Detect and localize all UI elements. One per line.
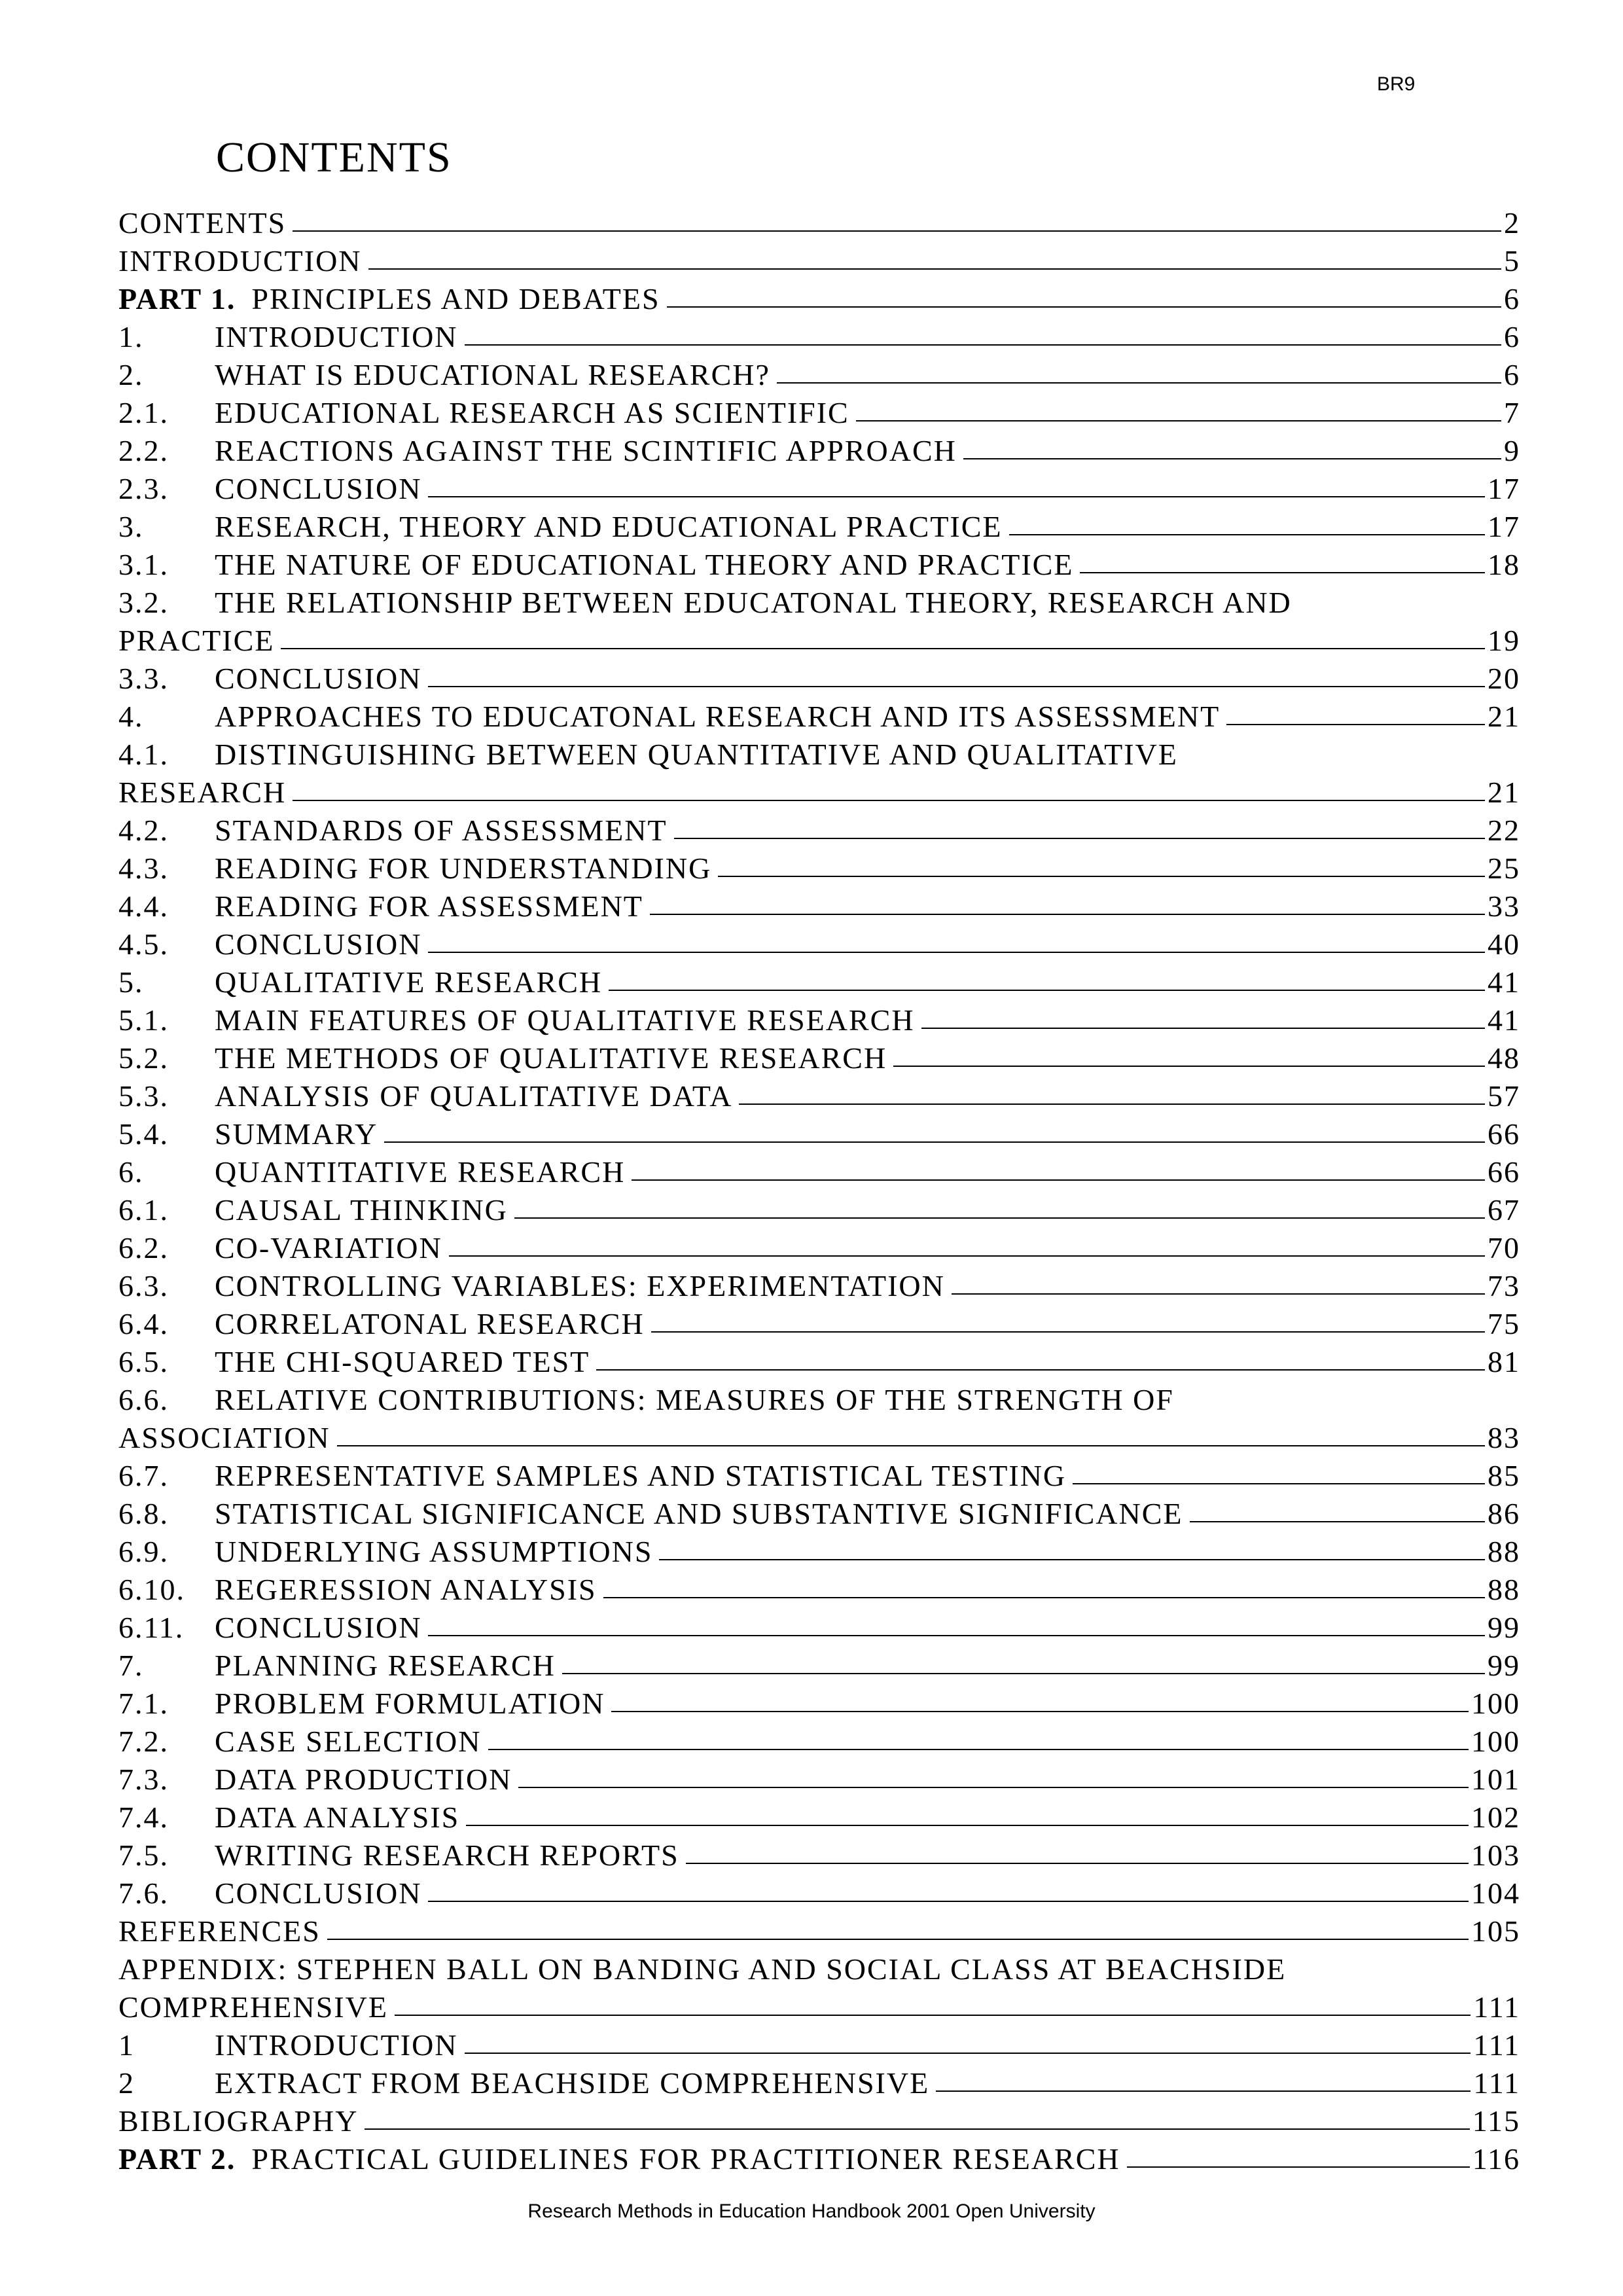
toc-leader-line (449, 1255, 1485, 1257)
toc-entry-title: EDUCATIONAL RESEARCH AS SCIENTIFIC (215, 396, 849, 429)
toc-entry-number: 6. (118, 1155, 144, 1189)
toc-entry-title: BIBLIOGRAPHY (118, 2104, 359, 2138)
toc-entry[interactable] (118, 925, 1520, 963)
toc-page-number: 33 (1488, 889, 1520, 923)
toc-entry-number: 5.2. (118, 1041, 169, 1075)
toc-page-number: 19 (1488, 624, 1520, 657)
toc-page-number: 86 (1488, 1497, 1520, 1530)
toc-entry-title: CASE SELECTION (215, 1725, 482, 1758)
toc-leader-line (611, 1711, 1469, 1712)
toc-entry-number: 7.5. (118, 1839, 169, 1872)
toc-entry-title: THE NATURE OF EDUCATIONAL THEORY AND PRACTICE (215, 548, 1074, 581)
toc-leader-line (686, 1863, 1469, 1864)
toc-page-number: 22 (1488, 814, 1520, 847)
toc-page-number: 111 (1473, 2028, 1520, 2062)
toc-leader-line (651, 1331, 1485, 1333)
toc-entry[interactable] (118, 1950, 1520, 1988)
toc-page-number: 9 (1504, 434, 1520, 467)
toc-entry-number: 6.3. (118, 1269, 169, 1302)
toc-entry[interactable] (118, 622, 1520, 660)
toc-entry[interactable] (118, 1267, 1520, 1305)
toc-entry-title: DATA PRODUCTION (215, 1763, 512, 1796)
toc-leader-line (365, 2128, 1469, 2130)
toc-entry-number: 6.5. (118, 1345, 169, 1378)
toc-entry-title: MAIN FEATURES OF QUALITATIVE RESEARCH (215, 1003, 915, 1037)
toc-entry-title: COMPREHENSIVE (118, 1990, 388, 2024)
toc-entry-title: CONCLUSION (215, 472, 422, 505)
toc-entry[interactable] (118, 1647, 1520, 1685)
toc-entry-title: CONCLUSION (215, 1611, 422, 1644)
toc-entry[interactable] (118, 1229, 1520, 1267)
toc-page-number: 115 (1472, 2104, 1520, 2138)
toc-page-number: 116 (1472, 2142, 1520, 2176)
toc-leader-line (514, 1217, 1485, 1219)
toc-leader-line (739, 1103, 1485, 1105)
toc-entry-title: ANALYSIS OF QUALITATIVE DATA (215, 1079, 733, 1113)
toc-leader-line (327, 1939, 1469, 1940)
toc-entry[interactable] (118, 394, 1520, 432)
toc-page-number: 40 (1488, 927, 1520, 961)
toc-entry-title: CORRELATONAL RESEARCH (215, 1307, 645, 1340)
toc-entry-title: CONCLUSION (215, 927, 422, 961)
toc-entry-title: CAUSAL THINKING (215, 1193, 508, 1227)
toc-entry-title: SUMMARY (215, 1117, 378, 1151)
toc-page-number: 41 (1488, 965, 1520, 999)
toc-entry-number: 2.1. (118, 396, 169, 429)
toc-entry-title: QUALITATIVE RESEARCH (215, 965, 603, 999)
toc-entry-title: STANDARDS OF ASSESSMENT (215, 814, 668, 847)
toc-entry-title: READING FOR ASSESSMENT (215, 889, 643, 923)
toc-page-number: 21 (1488, 700, 1520, 733)
toc-entry[interactable] (118, 1609, 1520, 1647)
toc-leader-line (952, 1293, 1485, 1295)
toc-entry[interactable] (118, 432, 1520, 470)
toc-entry[interactable] (118, 660, 1520, 698)
toc-entry[interactable] (118, 280, 1520, 318)
toc-entry[interactable] (118, 963, 1520, 1001)
toc-entry-title: INTRODUCTION (215, 320, 458, 353)
toc-leader-line (921, 1028, 1485, 1029)
toc-entry-number: 4.4. (118, 889, 169, 923)
toc-page-number: 75 (1488, 1307, 1520, 1340)
toc-leader-line (368, 268, 1501, 270)
toc-leader-line (428, 952, 1485, 953)
toc-entry[interactable] (118, 698, 1520, 736)
toc-leader-line (632, 1179, 1485, 1181)
toc-entry[interactable] (118, 1912, 1520, 1950)
toc-entry-title: EXTRACT FROM BEACHSIDE COMPREHENSIVE (215, 2066, 930, 2100)
toc-page-number: 81 (1488, 1345, 1520, 1378)
toc-entry-title: REGERESSION ANALYSIS (215, 1573, 597, 1606)
toc-entry-title: DISTINGUISHING BETWEEN QUANTITATIVE AND QUALITATIVE (215, 738, 1178, 771)
toc-entry-number: 7.3. (118, 1763, 169, 1796)
toc-entry-title: READING FOR UNDERSTANDING (215, 852, 712, 885)
toc-page-number: 18 (1488, 548, 1520, 581)
toc-page-number: 85 (1488, 1459, 1520, 1492)
toc-page-number: 67 (1488, 1193, 1520, 1227)
toc-entry[interactable] (118, 1343, 1520, 1381)
toc-entry[interactable] (118, 318, 1520, 356)
toc-entry-number: 3.1. (118, 548, 169, 581)
toc-entry-title: CONTENTS (118, 206, 287, 240)
toc-entry-title: THE CHI-SQUARED TEST (215, 1345, 590, 1378)
toc-entry-title: ASSOCIATION (118, 1421, 330, 1454)
toc-leader-line (1073, 1483, 1485, 1484)
toc-leader-line (281, 648, 1485, 649)
toc-entry[interactable] (118, 2064, 1520, 2102)
toc-entry-number: 5.4. (118, 1117, 169, 1151)
toc-entry-number: 6.4. (118, 1307, 169, 1340)
toc-entry-number: 1. (118, 320, 144, 353)
toc-page-number: 100 (1471, 1687, 1520, 1720)
toc-leader-line (395, 2015, 1471, 2016)
toc-page-number: 111 (1473, 2066, 1520, 2100)
toc-entry-number: 5.3. (118, 1079, 169, 1113)
toc-page-number: 88 (1488, 1535, 1520, 1568)
toc-entry-number: 2.3. (118, 472, 169, 505)
toc-page-number: 100 (1471, 1725, 1520, 1758)
toc-page-number: 83 (1488, 1421, 1520, 1454)
toc-entry-title: STATISTICAL SIGNIFICANCE AND SUBSTANTIVE SIGNIFICANCE (215, 1497, 1183, 1530)
toc-entry[interactable] (118, 1874, 1520, 1912)
toc-entry-number: 2.2. (118, 434, 169, 467)
toc-leader-line (777, 382, 1501, 384)
toc-entry-title: THE RELATIONSHIP BETWEEN EDUCATONAL THEORY, RESEARCH AND (215, 586, 1292, 619)
toc-entry-title: CONTROLLING VARIABLES: EXPERIMENTATION (215, 1269, 945, 1302)
toc-leader-line (466, 1825, 1469, 1826)
toc-entry[interactable] (118, 850, 1520, 888)
toc-entry-number: 7.4. (118, 1801, 169, 1834)
toc-entry-title: APPROACHES TO EDUCATONAL RESEARCH AND ITS ASSESSMENT (215, 700, 1221, 733)
toc-entry[interactable] (118, 2102, 1520, 2140)
toc-entry-number: 6.6. (118, 1383, 169, 1416)
toc-page-number: 48 (1488, 1041, 1520, 1075)
toc-leader-line (659, 1559, 1485, 1560)
toc-leader-line (674, 838, 1485, 839)
toc-leader-line (650, 914, 1485, 915)
toc-page-number: 17 (1488, 510, 1520, 543)
toc-entry-title: THE METHODS OF QUALITATIVE RESEARCH (215, 1041, 887, 1075)
toc-entry[interactable] (118, 736, 1520, 774)
toc-leader-line (603, 1597, 1485, 1598)
toc-leader-line (1009, 534, 1485, 535)
toc-entry-number: 3. (118, 510, 144, 543)
toc-entry[interactable] (118, 1077, 1520, 1115)
toc-page-number: 70 (1488, 1231, 1520, 1265)
toc-leader-line (488, 1749, 1469, 1750)
toc-page-number: 2 (1504, 206, 1520, 240)
toc-entry-title: INTRODUCTION (118, 244, 362, 278)
toc-entry[interactable] (118, 546, 1520, 584)
toc-entry-number: 3.2. (118, 586, 169, 619)
toc-entry-title: PROBLEM FORMULATION (215, 1687, 605, 1720)
toc-page-number: 7 (1504, 396, 1520, 429)
toc-entry-number: 6.11. (118, 1611, 185, 1644)
toc-entry[interactable] (118, 1495, 1520, 1533)
toc-entry[interactable] (118, 1533, 1520, 1571)
toc-entry-number: 4.2. (118, 814, 169, 847)
toc-entry[interactable] (118, 1685, 1520, 1723)
toc-entry[interactable] (118, 1419, 1520, 1457)
toc-entry-number: PART 2. (118, 2142, 236, 2176)
toc-entry-number: 6.10. (118, 1573, 185, 1606)
toc-page-number: 5 (1504, 244, 1520, 278)
toc-leader-line (718, 876, 1485, 877)
toc-entry-number: 7.2. (118, 1725, 169, 1758)
toc-entry-number: 1 (118, 2028, 135, 2062)
toc-entry-number: 6.9. (118, 1535, 169, 1568)
toc-entry-title: REPRESENTATIVE SAMPLES AND STATISTICAL TESTING (215, 1459, 1067, 1492)
toc-entry[interactable] (118, 774, 1520, 812)
toc-entry-number: 6.2. (118, 1231, 169, 1265)
toc-entry-title: CO-VARIATION (215, 1231, 442, 1265)
toc-entry[interactable] (118, 1115, 1520, 1153)
toc-leader-line (893, 1066, 1485, 1067)
toc-page-number: 21 (1488, 776, 1520, 809)
toc-leader-line (562, 1673, 1485, 1674)
toc-entry[interactable] (118, 508, 1520, 546)
toc-entry[interactable] (118, 888, 1520, 925)
toc-entry[interactable] (118, 1305, 1520, 1343)
toc-entry-title: RESEARCH, THEORY AND EDUCATIONAL PRACTICE (215, 510, 1003, 543)
toc-entry[interactable] (118, 1988, 1520, 2026)
toc-entry-title: DATA ANALYSIS (215, 1801, 460, 1834)
toc-entry[interactable] (118, 1191, 1520, 1229)
table-of-contents (118, 204, 1520, 2178)
toc-leader-line (428, 496, 1485, 497)
toc-entry[interactable] (118, 1571, 1520, 1609)
toc-leader-line (1127, 2166, 1470, 2168)
toc-entry[interactable] (118, 1799, 1520, 1837)
toc-page-number: 104 (1471, 1876, 1520, 1910)
toc-leader-line (856, 420, 1501, 422)
toc-entry-number: 5. (118, 965, 144, 999)
toc-leader-line (518, 1787, 1469, 1788)
toc-entry-number: 6.8. (118, 1497, 169, 1530)
toc-entry-title: PRACTICE (118, 624, 275, 657)
toc-page-number: 57 (1488, 1079, 1520, 1113)
toc-entry-title: REFERENCES (118, 1914, 321, 1948)
toc-entry-title: RESEARCH (118, 776, 287, 809)
toc-entry-title: CONCLUSION (215, 1876, 422, 1910)
toc-leader-line (337, 1445, 1485, 1446)
toc-entry-number: 4.1. (118, 738, 169, 771)
toc-page-number: 41 (1488, 1003, 1520, 1037)
toc-page-number: 6 (1504, 320, 1520, 353)
toc-entry-title: INTRODUCTION (215, 2028, 458, 2062)
toc-entry[interactable] (118, 1153, 1520, 1191)
toc-page-number: 20 (1488, 662, 1520, 695)
toc-page-number: 6 (1504, 282, 1520, 315)
toc-leader-line (963, 458, 1501, 459)
toc-entry-number: 6.7. (118, 1459, 169, 1492)
toc-page-number: 6 (1504, 358, 1520, 391)
toc-page-number: 111 (1473, 1990, 1520, 2024)
toc-leader-line (936, 2090, 1471, 2092)
toc-entry-title: PRINCIPLES AND DEBATES (251, 282, 660, 315)
toc-leader-line (1226, 724, 1485, 725)
toc-page-number: 101 (1471, 1763, 1520, 1796)
toc-entry-title: QUANTITATIVE RESEARCH (215, 1155, 626, 1189)
toc-leader-line (667, 306, 1501, 308)
toc-leader-line (293, 800, 1485, 801)
toc-entry-number: 7. (118, 1649, 144, 1682)
toc-leader-line (1080, 572, 1485, 573)
toc-leader-line (1190, 1521, 1485, 1522)
toc-entry-title: WHAT IS EDUCATIONAL RESEARCH? (215, 358, 770, 391)
toc-page-number: 88 (1488, 1573, 1520, 1606)
toc-entry[interactable] (118, 356, 1520, 394)
toc-leader-line (465, 2053, 1471, 2054)
toc-page-number: 73 (1488, 1269, 1520, 1302)
toc-page-number: 66 (1488, 1155, 1520, 1189)
toc-entry-number: 2. (118, 358, 144, 391)
toc-entry[interactable] (118, 204, 1520, 242)
toc-entry-number: 5.1. (118, 1003, 169, 1037)
toc-entry-number: 2 (118, 2066, 135, 2100)
toc-leader-line (428, 1635, 1485, 1636)
toc-entry[interactable] (118, 1723, 1520, 1761)
toc-page-number: 102 (1471, 1801, 1520, 1834)
toc-entry[interactable] (118, 1761, 1520, 1799)
toc-leader-line (428, 686, 1485, 687)
toc-page-number: 103 (1471, 1839, 1520, 1872)
toc-entry-number: 4.3. (118, 852, 169, 885)
toc-leader-line (384, 1141, 1485, 1143)
toc-page-number: 99 (1488, 1649, 1520, 1682)
toc-entry-title: APPENDIX: STEPHEN BALL ON BANDING AND SOCIAL CLASS AT BEACHSIDE (118, 1952, 1287, 1986)
toc-entry[interactable] (118, 1457, 1520, 1495)
toc-leader-line (596, 1369, 1485, 1371)
toc-entry-number: PART 1. (118, 282, 236, 315)
toc-entry[interactable] (118, 1001, 1520, 1039)
toc-entry-title: REACTIONS AGAINST THE SCINTIFIC APPROACH (215, 434, 957, 467)
toc-entry[interactable] (118, 470, 1520, 508)
toc-page-number: 105 (1471, 1914, 1520, 1948)
toc-entry[interactable] (118, 2026, 1520, 2064)
toc-entry[interactable] (118, 584, 1520, 622)
toc-entry[interactable] (118, 1381, 1520, 1419)
toc-leader-line (293, 230, 1501, 232)
toc-page-number: 99 (1488, 1611, 1520, 1644)
toc-entry-number: 6.1. (118, 1193, 169, 1227)
toc-entry-number: 4.5. (118, 927, 169, 961)
toc-leader-line (609, 990, 1485, 991)
toc-entry[interactable] (118, 2140, 1520, 2178)
toc-entry-title: PRACTICAL GUIDELINES FOR PRACTITIONER RESEARCH (251, 2142, 1120, 2176)
page-footer: Research Methods in Education Handbook 2001 Open University (527, 2200, 1096, 2222)
toc-page-number: 25 (1488, 852, 1520, 885)
toc-entry-title: PLANNING RESEARCH (215, 1649, 556, 1682)
toc-page-number: 66 (1488, 1117, 1520, 1151)
document-code: BR9 (1377, 73, 1416, 95)
toc-entry-number: 4. (118, 700, 144, 733)
toc-entry-number: 7.6. (118, 1876, 169, 1910)
toc-entry-title: RELATIVE CONTRIBUTIONS: MEASURES OF THE STRENGTH OF (215, 1383, 1174, 1416)
toc-entry-title: WRITING RESEARCH REPORTS (215, 1839, 679, 1872)
page-heading: CONTENTS (216, 134, 452, 181)
toc-entry[interactable] (118, 1039, 1520, 1077)
toc-entry-title: UNDERLYING ASSUMPTIONS (215, 1535, 653, 1568)
toc-entry[interactable] (118, 242, 1520, 280)
toc-entry[interactable] (118, 812, 1520, 850)
toc-page-number: 17 (1488, 472, 1520, 505)
toc-leader-line (465, 344, 1501, 346)
toc-leader-line (428, 1901, 1469, 1902)
toc-entry-number: 7.1. (118, 1687, 169, 1720)
toc-entry[interactable] (118, 1837, 1520, 1874)
toc-entry-title: CONCLUSION (215, 662, 422, 695)
toc-entry-number: 3.3. (118, 662, 169, 695)
